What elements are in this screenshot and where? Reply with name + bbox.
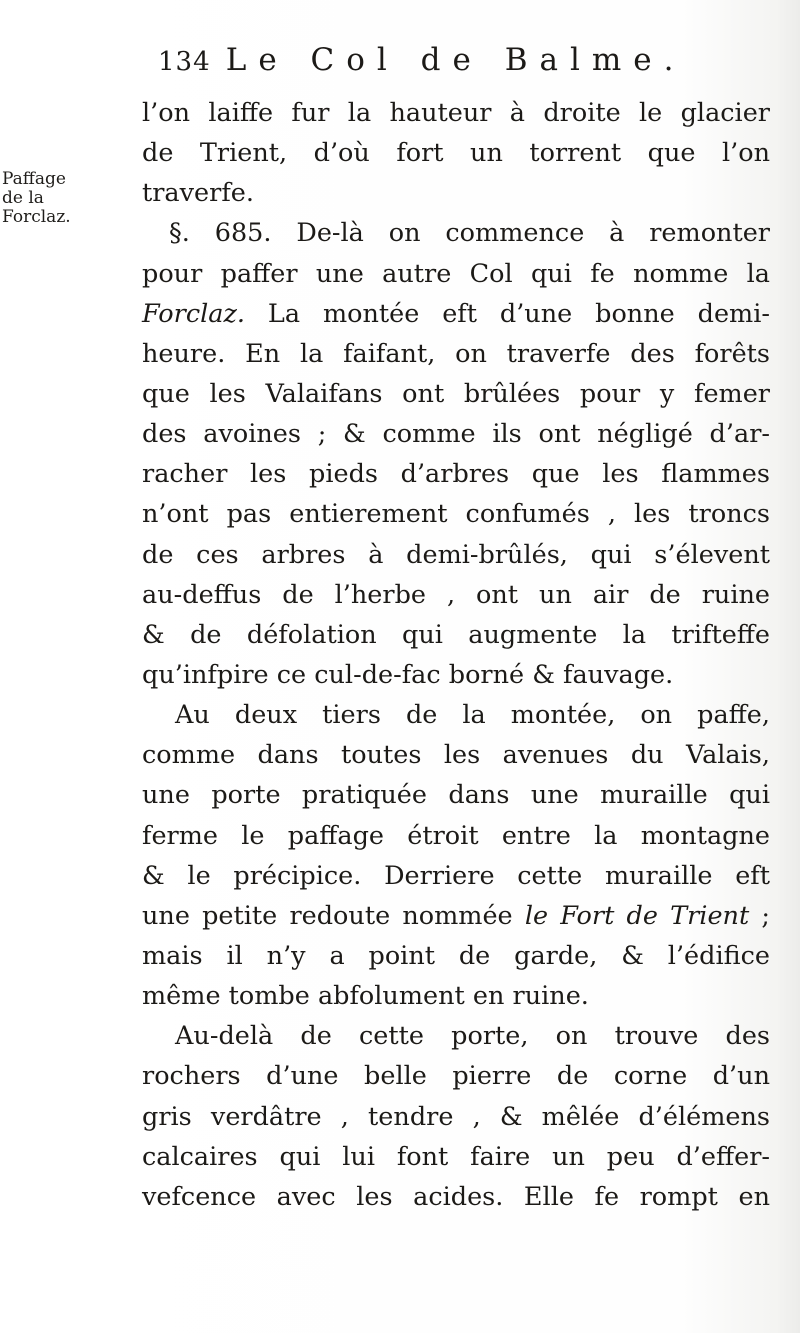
text-line: Au deux tiers de la montée, on paffe, (175, 700, 770, 731)
text-line: calcaires qui lui font faire un peu d’effer- (142, 1141, 770, 1172)
text-line: une petite redoute nommée le Fort de Trient ; (142, 900, 770, 931)
text-line: mais il n’y a point de garde, & l’édifice (142, 940, 770, 971)
margin-note-line: de la (2, 188, 44, 208)
body-text (142, 93, 770, 1217)
text-line: l’on laiffe fur la hauteur à droite le glacier (142, 98, 770, 128)
margin-note (2, 170, 84, 227)
text-line: §. 685. De-là on commence à remonter (169, 218, 770, 249)
text-line: rochers d’une belle pierre de corne d’un (142, 1061, 770, 1092)
text-line: au-deffus de l’herbe , ont un air de ruine (142, 579, 770, 610)
text-line: de Trient, d’où fort un torrent que l’on (142, 138, 770, 169)
text-line: une porte pratiquée dans une muraille qui (142, 780, 770, 811)
text-line: de ces arbres à demi-brûlés, qui s’élevent (142, 539, 770, 570)
text-line: Au-delà de cette porte, on trouve des (175, 1021, 770, 1052)
text-line: n’ont pas entierement confumés , les troncs (142, 499, 770, 530)
margin-note-line: Paffage (2, 169, 66, 189)
text-line: & de défolation qui augmente la trifteffe (142, 619, 770, 650)
running-title: Le Col de Balme. (225, 42, 686, 78)
text-line: même tombe abfolument en ruine. (142, 981, 589, 1012)
text-line: gris verdâtre , tendre , & mêlée d’élémens (142, 1101, 770, 1132)
text-line: Forclaz. La montée eft d’une bonne demi- (142, 298, 770, 329)
page-number: 134 (158, 47, 211, 77)
margin-note-line: Forclaz. (2, 207, 71, 227)
text-line: heure. En la faifant, on traverfe des forêts (142, 338, 770, 369)
text-line: comme dans toutes les avenues du Valais, (142, 740, 770, 771)
italic-term: Forclaz. (142, 298, 246, 329)
text-line: que les Valaifans ont brûlées pour y femer (142, 378, 770, 409)
text-line: & le précipice. Derriere cette muraille eft (142, 860, 770, 891)
text-line: qu’infpire ce cul-de-fac borné & fauvage. (142, 659, 674, 690)
text-line: racher les pieds d’arbres que les flammes (142, 459, 770, 490)
italic-term: le Fort de Trient (524, 900, 750, 931)
text-line: vefcence avec les acides. Elle fe rompt en (142, 1181, 770, 1212)
text-line: traverfe. (142, 178, 254, 209)
text-line: ferme le paffage étroit entre la montagne (142, 820, 770, 851)
text-line: des avoines ; & comme ils ont négligé d’ar- (142, 419, 770, 450)
page-header (158, 42, 768, 92)
text-line: pour paffer une autre Col qui fe nomme la (142, 258, 770, 289)
